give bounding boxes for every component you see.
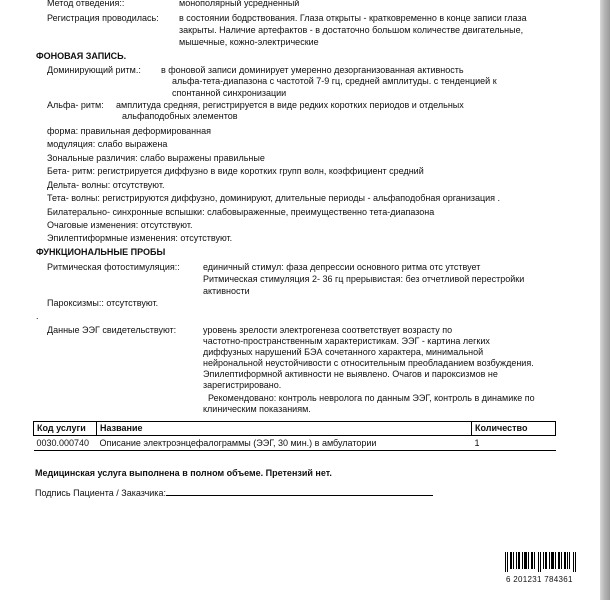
paroxysms-line: Пароксизмы:: отсутствуют. xyxy=(47,298,159,308)
dominant-line-1: в фоновой записи доминирует умеренно дезорганизованная активность xyxy=(161,65,464,75)
conclusion-line-3: диффузных нарушений БЭА сочетанного характера, минимальной xyxy=(203,347,484,357)
zonal-line: Зональные различия: слабо выражены правильные xyxy=(47,153,265,163)
focal-line: Очаговые изменения: отсутствуют. xyxy=(47,220,193,230)
conclusion-line-8: клиническим показаниям. xyxy=(203,404,311,414)
registration-line-1: в состоянии бодрствования. Глаза открыты - кратковременно в конце записи глаза xyxy=(179,13,527,23)
row-quantity: 1 xyxy=(472,436,556,451)
registration-line-3: мышечные, кожно-электрические xyxy=(179,37,319,47)
conclusion-line-6: зарегистрировано. xyxy=(203,380,282,390)
conclusion-line-2: частотно-пространственным характеристикам. ЭЭГ - картина легких xyxy=(203,336,490,346)
table-row xyxy=(34,436,556,451)
signature-line xyxy=(166,486,433,496)
service-completed-note: Медицинская услуга выполнена в полном объеме. Претензий нет. xyxy=(35,468,332,478)
page-edge xyxy=(600,0,610,600)
alpha-line-1: амплитуда средняя, регистрируется в виде редких коротких периодов и отдельных xyxy=(116,100,464,110)
signature-row xyxy=(35,486,433,499)
beta-line: Бета- ритм: регистрируется диффузно в виде коротких групп волн, коэффициент средний xyxy=(47,166,424,176)
form-line: форма: правильная деформированная xyxy=(47,126,211,136)
stray-dot: . xyxy=(36,311,39,321)
services-header-row xyxy=(34,422,556,436)
alpha-line-2: альфаподобных элементов xyxy=(122,111,238,121)
photo-line-1: единичный стимул: фаза депрессии основного ритма отс утствует xyxy=(203,262,481,272)
row-name: Описание электроэнцефалограммы (ЭЭГ, 30 мин.) в амбулатории xyxy=(97,436,472,451)
conclusion-line-1: уровень зрелости электрогенеза соответствует возрасту по xyxy=(203,325,453,335)
conclusion-line-4: нейрональной неустойчивости с относительным преобладанием возбуждения. xyxy=(203,358,534,368)
header-quantity: Количество xyxy=(472,422,556,436)
dominant-label: Доминирующий ритм.: xyxy=(47,65,141,75)
conclusion-line-5: Эпилептиформной активности не выявлено. Очагов и пароксизмов не xyxy=(203,369,498,379)
barcode-icon xyxy=(505,552,577,572)
conclusion-line-7: Рекомендовано: контроль невролога по данным ЭЭГ, контроль в динамике по xyxy=(203,393,535,403)
services-table xyxy=(33,421,556,451)
theta-line: Тета- волны: регистрируются диффузно, доминируют, длительные периоды - альфаподобная организация . xyxy=(47,193,501,203)
modulation-line: модуляция: слабо выражена xyxy=(47,139,168,149)
alpha-label: Альфа- ритм: xyxy=(47,100,104,110)
header-name: Название xyxy=(97,422,472,436)
header-code: Код услуги xyxy=(34,422,97,436)
photo-line-3: активности xyxy=(203,286,250,296)
dominant-line-2: альфа-тета-диапазона с частотой 7-9 гц, средней амплитуды. с тенденцией к xyxy=(172,76,497,86)
conclusion-label: Данные ЭЭГ свидетельствуют: xyxy=(47,325,177,335)
dominant-line-3: спонтанной синхронизации xyxy=(172,88,287,98)
bilateral-line: Билатерально- синхронные вспышки: слабовыраженные, преимущественно тета-диапазона xyxy=(47,207,435,217)
epileptiform-line: Эпилептиформные изменения: отсутствуют. xyxy=(47,233,233,243)
signature-label: Подпись Пациента / Заказчика: xyxy=(35,488,166,498)
photo-line-2: Ритмическая стимуляция 2- 36 гц прерывистая: без отчетливой перестройки xyxy=(203,274,525,284)
method-label: Метод отведения:: xyxy=(47,0,125,8)
row-code: 0030.000740 xyxy=(34,436,97,451)
functional-heading: ФУНКЦИОНАЛЬНЫЕ ПРОБЫ xyxy=(36,247,166,257)
barcode-number: 6 201231 784361 xyxy=(506,575,573,584)
method-value: монополярный усредненный xyxy=(179,0,300,8)
delta-line: Дельта- волны: отсутствуют. xyxy=(47,180,165,190)
photo-label: Ритмическая фотостимуляция:: xyxy=(47,262,180,272)
background-heading: ФОНОВАЯ ЗАПИСЬ. xyxy=(36,51,127,61)
registration-line-2: закрыты. Наличие артефактов - в достаточно большом количестве двигательные, xyxy=(179,25,524,35)
registration-label: Регистрация проводилась: xyxy=(47,13,159,23)
